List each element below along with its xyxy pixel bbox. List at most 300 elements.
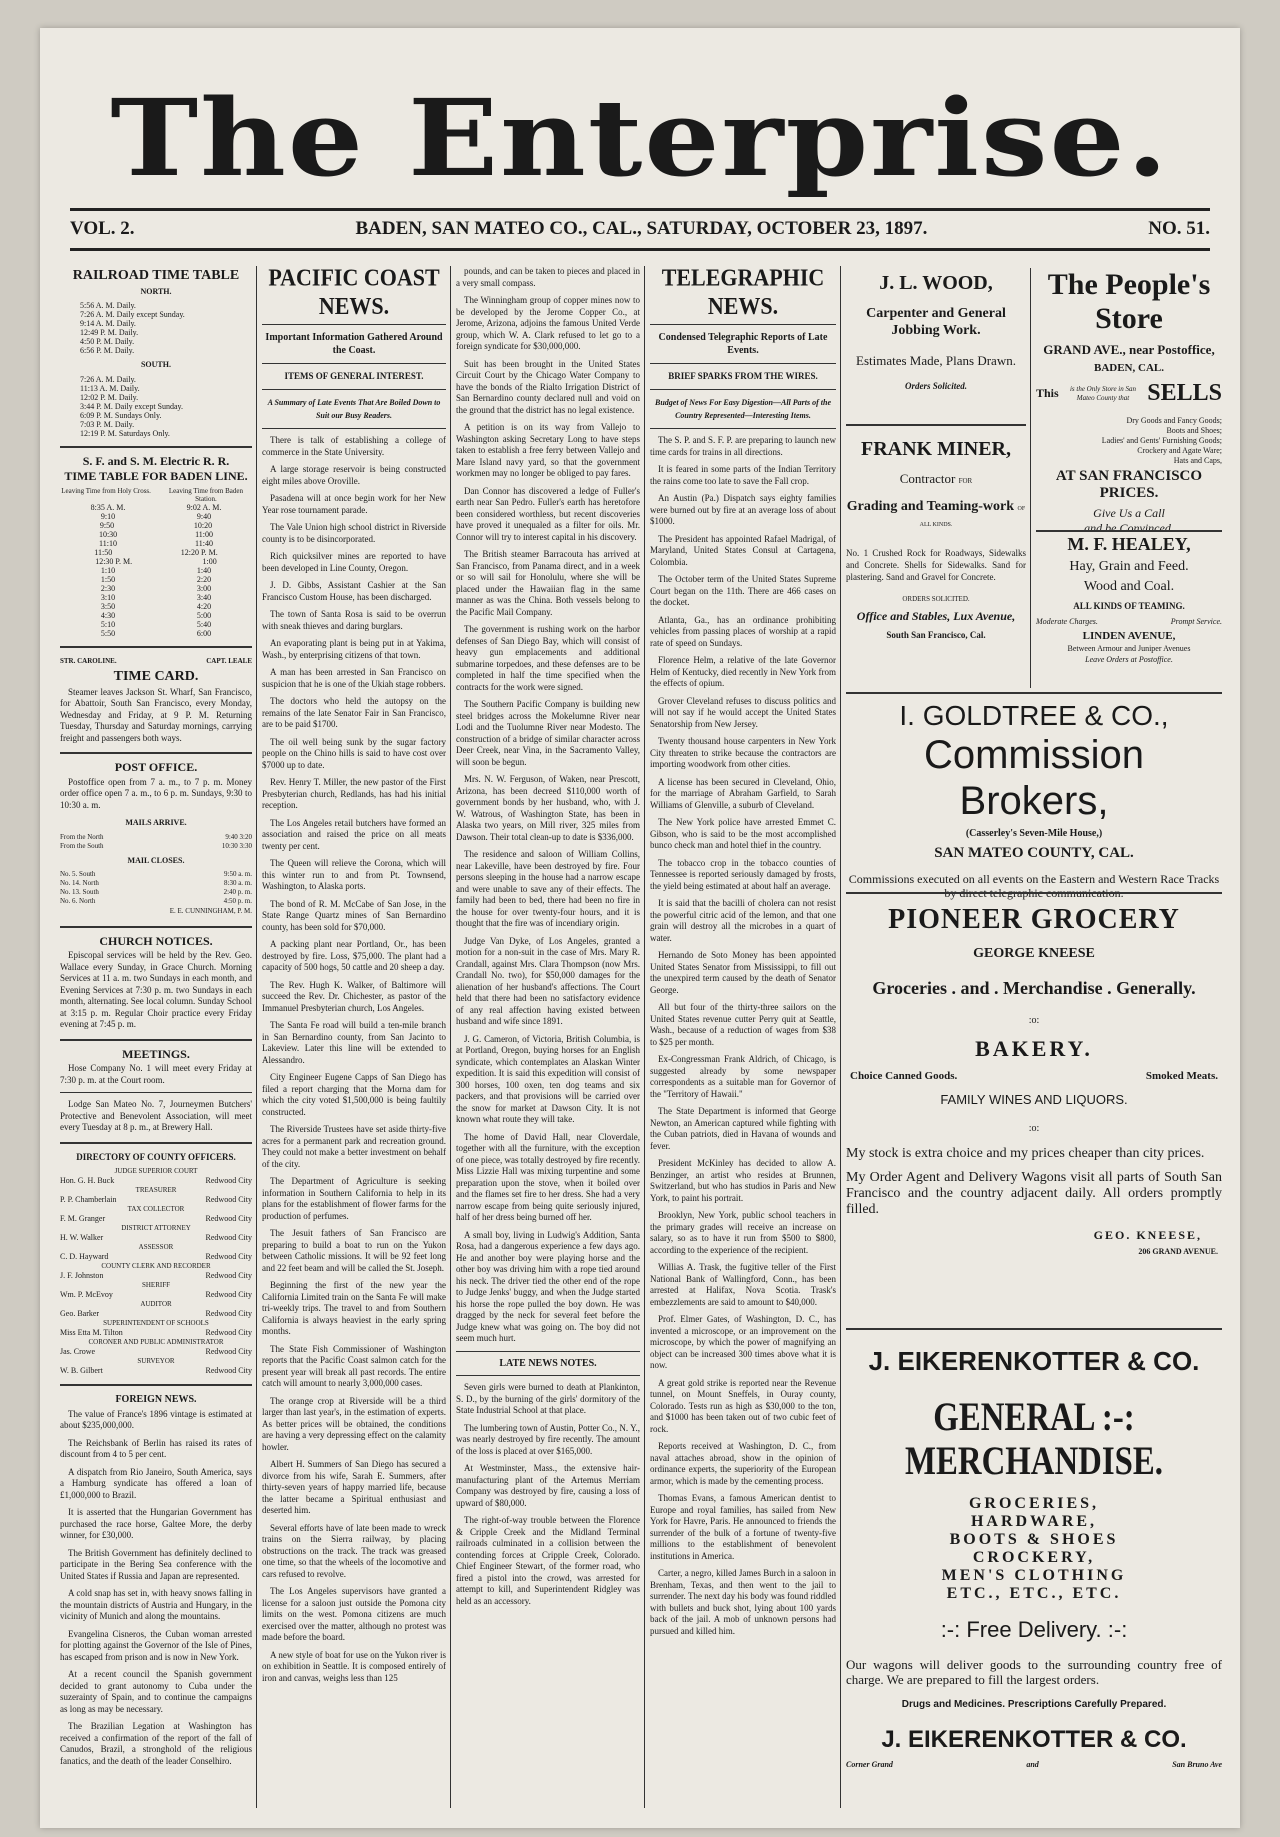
officer-row	[60, 1347, 252, 1357]
news-paragraph: pounds, and can be taken to pieces and placed in a very small compass.	[456, 266, 640, 288]
news-paragraph: A dispatch from Rio Janeiro, South America, says a Hamburg syndicate has offered a loan of £1,000,000 to Brazil.	[60, 1466, 252, 1500]
mail-time: 4:50 p. m.	[223, 897, 252, 905]
pioneer-line-5: FAMILY WINES AND LIQUORS.	[940, 1092, 1128, 1107]
news-paragraph: An Austin (Pa.) Dispatch says eighty families were burned out by fire at an average loss of about $1000.	[650, 493, 836, 526]
north-label: NORTH.	[140, 286, 172, 296]
peoples-name: The People's Store	[1047, 268, 1211, 335]
officer-title: ASSESSOR	[138, 1243, 174, 1251]
goldtree-line-1: Commission Brokers,	[923, 733, 1145, 823]
news-paragraph: The Southern Pacific Company is building new steel bridges across the Mokelumne River near Lodi and the Tuolumne River near Modesto. The construction of a bridge of similar character across Deer Creek, near Vina, in the Sacramento Valley, will soon be begun.	[456, 699, 640, 767]
baden-time-baden: 1:40	[196, 565, 212, 575]
news-paragraph: The State Department is informed that George Newton, an American captured while fighting with the Cuban patriots, died in Havana of wounds and fever.	[650, 1106, 836, 1151]
pioneer-line-4b: Smoked Meats.	[1145, 1070, 1218, 1082]
officer-name: Geo. Barker	[60, 1309, 100, 1318]
officer-place: Redwood City	[205, 1271, 252, 1280]
wood-name: J. L. WOOD,	[879, 272, 993, 294]
news-paragraph: A cold snap has set in, with heavy snows falling in the mountain districts of Austria and Hungary, in the vicinity of Munich and along the mountains.	[60, 1588, 252, 1621]
baden-time-holy-cross: 5:10	[100, 619, 116, 629]
officer-row	[60, 1176, 252, 1186]
baden-row	[60, 611, 252, 620]
news-paragraph: A petition is on its way from Vallejo to Washington asking Secretary Long to have steps taken to establish a free ferry between Vallejo and Mare Island navy yard, so that the government workmen may no longer be obliged to pay fares.	[456, 422, 640, 478]
baden-time-baden: 1:00	[202, 556, 217, 566]
news-paragraph: Rev. Henry T. Miller, the new pastor of the First Presbyterian church, Redlands, has had his initial reception.	[262, 777, 446, 810]
baden-time-baden: 3:40	[196, 592, 212, 602]
miner-line-1-small: FOR	[958, 477, 973, 485]
news-paragraph: All but four of the thirty-three sailors on the United States revenue cutter Perry quit at Seattle, Wash., because of a reduction of wages from $38 to $25 per month.	[650, 1002, 836, 1047]
mail-time: 8:30 a. m.	[224, 879, 252, 887]
mail-arrive-row	[60, 842, 252, 851]
peoples-line-1: GRAND AVE., near Postoffice,	[1043, 342, 1215, 357]
train-time-south: 6:09 P. M. Sundays Only.	[80, 410, 162, 420]
mail-close-row	[60, 879, 252, 888]
baden-row	[60, 629, 252, 638]
baden-time-baden: 12:20 P. M.	[180, 547, 218, 557]
miner-name: FRANK MINER,	[861, 438, 1011, 460]
baden-time-baden: 11:00	[195, 529, 214, 539]
pioneer-name: PIONEER GROCERY	[888, 904, 1180, 935]
mails-close-table	[60, 870, 252, 906]
news-paragraph: The Queen will relieve the Corona, which will this winter run to and from Pt. Townsend, Washington, to Alaska ports.	[262, 858, 446, 891]
news-paragraph: Willias A. Trask, the fugitive teller of the First National Bank of Wallingford, Conn., has been arrested at Halifax, Nova Scotia. Trask's embezzlements are said to amount to $40,000.	[650, 1262, 836, 1307]
news-paragraph: Grover Cleveland refuses to discuss politics and will not say if he would accept the United States Senatorship from New Jersey.	[650, 695, 836, 729]
news-paragraph: Rich quicksilver mines are reported to have been developed in Line County, Oregon.	[262, 551, 446, 573]
healey-line-4b: Prompt Service.	[1170, 617, 1222, 626]
officer-title: TREASURER	[135, 1186, 177, 1194]
news-paragraph: The New York police have arrested Emmet C. Gibson, who is said to be the most accomplished bunco check man and hotel thief in the country.	[650, 817, 836, 850]
pacific-sub-2: ITEMS OF GENERAL INTEREST.	[284, 371, 424, 381]
electric-title: S. F. and S. M. Electric R. R.	[82, 453, 230, 468]
column-pacific-coast	[262, 263, 446, 1808]
news-paragraph: Prof. Elmer Gates, of Washington, D. C., has invented a microscope, or an improvement on the microscope, by which the power of magnifying an object can be increased 300 times above what it is now.	[650, 1314, 836, 1370]
news-paragraph: The State Fish Commissioner of Washington reports that the Pacific Coast salmon catch for the present year will break all past records. The entire catch will amount to nearly 3,000,000 cases.	[262, 1343, 446, 1388]
officer-row	[60, 1309, 252, 1319]
telegraphic-sub-3: Budget of News For Easy Digestion—All Parts of the Country Represented—Interesting Items.	[654, 398, 831, 420]
baden-time-baden: 5:00	[196, 610, 212, 620]
healey-line-3: ALL KINDS OF TEAMING.	[1073, 601, 1185, 611]
news-paragraph: J. G. Cameron, of Victoria, British Columbia, is at Portland, Oregon, buying horses for an English syndicate, which contemplates an Alaskan Winter expedition. It is said this expedition will consist of 300 horses, 100 oxen, ten dog teams and six packers, and that provisions will be carried over the snow for market at Dawson City. It is not known what route they will take.	[456, 1033, 640, 1124]
pacific-title: PACIFIC COAST NEWS.	[268, 263, 440, 320]
officer-place: Redwood City	[205, 1309, 252, 1318]
train-time-south: 12:19 P. M. Saturdays Only.	[80, 428, 170, 438]
officer-name: Hon. G. H. Buck	[60, 1176, 115, 1185]
peoples-line-3a: This	[1036, 386, 1059, 400]
baden-row	[60, 530, 252, 539]
column-directory	[60, 266, 252, 1808]
train-time-north: 5:56 A. M. Daily.	[80, 301, 136, 310]
mail-times: 9:40 3:20	[225, 832, 252, 841]
masthead-rule-top	[70, 208, 1210, 211]
news-paragraph: The Los Angeles supervisors have granted a license for a saloon just outside the Pomona city limits on the west. Pomona citizens are much exercised over the matter, although no protest was made before the board.	[262, 1586, 446, 1642]
news-paragraph: President McKinley has decided to allow A. Benzinger, an artist who resides at Brunnen, Switzerland, but who has studios in Paris and New York, to paint his portrait.	[650, 1158, 836, 1203]
news-paragraph: At Westminster, Mass., the extensive hair-manufacturing plant of the Artemus Merriam Company was destroyed by fire, causing a loss of upward of $80,000.	[456, 1463, 640, 1508]
news-paragraph: The home of David Hall, near Cloverdale, together with all the furniture, with the exception of one piece, was totally destroyed by fire recently. Miss Lizzie Hall was mixing turpentine and some preparation upon the stove, when it boiled over and the flames set fire to her dress. She had a very narrow escape from being quite seriously injured, half of her dress being burned off her.	[456, 1131, 640, 1222]
news-paragraph: The value of France's 1896 vintage is estimated at about $235,000,000.	[60, 1408, 252, 1430]
mails-close-title: MAIL CLOSES.	[127, 855, 185, 865]
officer-row	[60, 1290, 252, 1300]
news-paragraph: Florence Helm, a relative of the late Governor Helm of Kentucky, died recently in New York from the effects of opium.	[650, 655, 836, 688]
pioneer-line-3: BAKERY.	[975, 1036, 1093, 1061]
officer-title: COUNTY CLERK AND RECORDER	[101, 1262, 211, 1270]
pioneer-line-6: My stock is extra choice and my prices cheaper than city prices.	[846, 1146, 1205, 1161]
officer-row	[60, 1195, 252, 1205]
baden-time-baden: 5:40	[196, 619, 212, 629]
news-paragraph: Judge Van Dyke, of Los Angeles, granted a motion for a non-suit in the case of Mrs. Mary R. Crandall, against Mrs. Clara Thompson (now Mrs. Crandall No. two), for $50,000 damages for the alienation of her husband's affections. The Court held that there had been no satisfactory evidence of any real affection having existed between husband and wife since 1891.	[456, 935, 640, 1026]
baden-time-holy-cross: 2:30	[100, 583, 116, 593]
timecard-title: TIME CARD.	[113, 669, 199, 684]
meetings-text-1: Hose Company No. 1 will meet every Friday at 7:30 p. m. at the Court room.	[60, 1063, 252, 1085]
miner-line-4: ORDERS SOLICITED.	[902, 595, 970, 603]
pacific-sub-3: A Summary of Late Events That Are Boiled Down to Suit our Busy Readers.	[267, 398, 441, 420]
goldtree-line-4: Commissions executed on all events on the Eastern and Western Race Tracks by direct telegraphic communication.	[848, 872, 1220, 900]
baden-time-baden: 3:00	[196, 583, 212, 593]
miner-line-2-small: OF ALL KINDS.	[919, 506, 1026, 528]
officer-name: P. P. Chamberlain	[60, 1195, 117, 1204]
news-paragraph: The British Government has definitely declined to participate in the Bering Sea conference with the United States if Russia and Japan are represented.	[60, 1547, 252, 1581]
news-paragraph: Ex-Congressman Frank Aldrich, of Chicago, is suggested already by some newspaper correspondents as a suitable man for Governor of the "Territory of Hawaii."	[650, 1054, 836, 1099]
miner-line-6: South San Francisco, Cal.	[886, 630, 986, 640]
news-paragraph: A small boy, living in Ludwig's Addition, Santa Rosa, had a dangerous experience a few days ago. He and another boy were playing horse and the other boy was driving him with a rope tied around his neck. The driver tied the other end of the rope to Judge Jenks' buggy, and when the Judge started his horse the rope pulled the boy down. He was dragged by the neck for several feet before the Judge knew what was going on. The boy did not seem much hurt.	[456, 1229, 640, 1343]
news-paragraph: Thomas Evans, a famous American dentist to Europe and royal families, has sailed from New York for Havre, Paris. He announced to friends the surrender of the bulk of a fortune of twenty-five millions to the establishment of benevolent institutions in America.	[650, 1493, 836, 1561]
baden-row	[60, 620, 252, 629]
volume-number: VOL. 2.	[70, 218, 135, 239]
pioneer-line-4a: Choice Canned Goods.	[850, 1070, 958, 1082]
news-paragraph: There is talk of establishing a college of commerce in the State University.	[262, 435, 446, 457]
mails-arrive-table	[60, 833, 252, 851]
baden-row	[60, 503, 252, 512]
news-paragraph: Dan Connor has discovered a ledge of Fuller's earth near San Pedro. Fuller's earth has heretofore been considered worthless, but recent discoveries have proved it unequaled as a filter for oils. Mr. Connor will try to interest capital in his discovery.	[456, 485, 640, 542]
baden-row	[60, 557, 252, 566]
baden-head-right: Leaving Time from Baden Station.	[168, 486, 243, 503]
train-time-south: 7:03 P. M. Daily.	[80, 419, 135, 429]
pioneer-line-9: 206 GRAND AVENUE.	[1138, 1247, 1218, 1256]
meetings-title: MEETINGS.	[122, 1046, 190, 1061]
ad-pioneer-grocery	[846, 898, 1222, 1318]
officer-name: Wm. P. McEvoy	[60, 1290, 113, 1299]
officer-title: JUDGE SUPERIOR COURT	[114, 1167, 198, 1175]
healey-line-7: Leave Orders at Postoffice.	[1085, 655, 1173, 664]
ad-frank-miner	[846, 428, 1026, 678]
baden-time-baden: 9:40	[196, 511, 212, 521]
mail-origin: From the North	[60, 832, 104, 841]
baden-time-holy-cross: 11:50	[94, 547, 113, 557]
peoples-line-5: Give Us a Call	[1093, 506, 1165, 520]
eiken-goods-list	[846, 1495, 1222, 1603]
baden-time-holy-cross: 10:30	[98, 529, 118, 539]
eiken-line-1: GENERAL :-: MERCHANDISE.	[905, 1394, 1163, 1483]
baden-time-holy-cross: 9:50	[99, 520, 115, 530]
news-paragraph: Several efforts have of late been made to wreck trains on the Sierra railway, by placing obstructions on the track. The track was greased one time, so that the wheels of the locomotive and cars refused to revolve.	[262, 1522, 446, 1579]
baden-row	[60, 593, 252, 602]
mails-arrive-title: MAILS ARRIVE.	[125, 818, 187, 827]
ad-mf-healey	[1036, 534, 1222, 684]
masthead-rule-bottom	[70, 248, 1210, 251]
news-paragraph: A license has been secured in Cleveland, Ohio, for the marriage of Abraham Garfield, to Sarah Williams of Glenville, a suburb of Cleveland.	[650, 776, 836, 810]
ad-jl-wood	[846, 268, 1026, 418]
pioneer-line-2: Groceries . and . Merchandise . Generally.	[872, 978, 1196, 998]
baden-time-holy-cross: 4:30	[100, 610, 116, 620]
ad-peoples-store	[1036, 268, 1222, 418]
telegraphic-title: TELEGRAPHIC NEWS.	[661, 263, 825, 320]
news-paragraph: The Vale Union high school district in Riverside county is to be disincorporated.	[262, 522, 446, 544]
news-paragraph: The lumbering town of Austin, Potter Co., N. Y., was nearly destroyed by fire recently. The amount of the loss is placed at over $165,000.	[456, 1422, 640, 1456]
train-time-south: 3:44 P. M. Daily except Sunday.	[80, 401, 184, 411]
officer-name: J. F. Johnston	[60, 1271, 104, 1280]
eiken-line-6a: Corner Grand	[846, 1760, 893, 1769]
officer-name: W. B. Gilbert	[60, 1366, 103, 1375]
news-paragraph: The town of Santa Rosa is said to be overrun with sneak thieves and daring burglars.	[262, 609, 446, 631]
mail-arrive-row	[60, 833, 252, 842]
healey-line-5: LINDEN AVENUE,	[1082, 630, 1176, 642]
postoffice-text: Postoffice open from 7 a. m., to 7 p. m. Money order office open 7 a. m., to 6 p. m. Sundays, 9:30 to 10:30 a. m.	[60, 776, 252, 810]
goldtree-line-3: SAN MATEO COUNTY, CAL.	[934, 845, 1134, 861]
pioneer-line-1: GEORGE KNEESE	[973, 946, 1095, 961]
news-paragraph: J. D. Gibbs, Assistant Cashier at the San Francisco Custom House, has been discharged.	[262, 580, 446, 602]
news-paragraph: It is feared in some parts of the Indian Territory the rains come too late to save the Fall crop.	[650, 464, 836, 486]
officer-row	[60, 1233, 252, 1243]
officer-title: SHERIFF	[141, 1281, 170, 1289]
ad-goldtree	[846, 700, 1222, 900]
baden-row	[60, 602, 252, 611]
baden-timetable	[60, 503, 252, 638]
eiken-goods-item: GROCERIES,	[968, 1495, 1100, 1512]
baden-row	[60, 512, 252, 521]
column-telegraphic	[650, 263, 836, 1808]
baden-time-holy-cross: 3:10	[100, 592, 116, 602]
news-paragraph: Atlanta, Ga., has an ordinance prohibiting vehicles from passing places of worship at a rapid rate of speed on Sundays.	[650, 614, 836, 648]
mail-origin: From the South	[60, 841, 104, 850]
officer-place: Redwood City	[205, 1290, 252, 1299]
baden-time-baden: 6:00	[196, 628, 212, 638]
news-paragraph: The tobacco crop in the tobacco counties of Tennessee is reported seriously damaged by frosts, the yield being estimated at about half an average.	[650, 857, 836, 891]
officer-name: H. W. Walker	[60, 1233, 104, 1242]
mail-time: 2:40 p. m.	[223, 888, 252, 896]
mail-times: 10:30 3:30	[221, 841, 252, 850]
officer-row	[60, 1252, 252, 1262]
healey-line-2: Wood and Coal.	[1083, 579, 1175, 594]
late-news-body	[456, 1382, 640, 1607]
news-paragraph: Seven girls were burned to death at Plankinton, S. D., by the burning of the girls' dormitory of the State Industrial School at that place.	[456, 1382, 640, 1415]
news-paragraph: The residence and saloon of William Collins, near Lakeville, have been destroyed by fire. Four persons sleeping in the house had a narrow escape and were unable to save any of their effects. The family had been to bed, there had been no fire in the house for over twenty-four hours, and it is thought that the fire was of incendiary origin.	[456, 849, 640, 928]
news-paragraph: A great gold strike is reported near the Revenue tunnel, on Mount Sneffels, in Ouray county, Colorado. Tests run as high as $30,000 to the ton, and $1000 has been taken out of two cubic feet of rock.	[650, 1377, 836, 1434]
officers-list	[60, 1167, 252, 1376]
wood-line-3: Orders Solicited.	[905, 381, 967, 391]
newspaper-page	[40, 28, 1240, 1828]
train-time-north: 4:50 P. M. Daily.	[80, 337, 135, 346]
officer-place: Redwood City	[205, 1347, 252, 1356]
news-paragraph: An evaporating plant is being put in at Yakima, Wash., by enterprising citizens of that town.	[262, 638, 446, 660]
baden-time-baden: 11:40	[195, 538, 213, 548]
news-paragraph: Pasadena will at once begin work for her New Year rose tournament parade.	[262, 493, 446, 515]
eiken-goods-item: ETC., ETC., ETC.	[946, 1585, 1122, 1602]
eiken-line-4: Drugs and Medicines. Prescriptions Carefully Prepared.	[901, 1699, 1167, 1710]
dateline	[70, 214, 1210, 244]
baden-time-baden: 2:20	[196, 574, 212, 584]
telegraphic-sub-2: BRIEF SPARKS FROM THE WIRES.	[668, 371, 818, 381]
news-paragraph: Mrs. N. W. Ferguson, of Waken, near Prescott, Arizona, has been decreed $110,000 worth of government bonds by her husband, who, with J. W. Watrous, of Washington State, has been in Alaska two years, on Mill river, 325 miles from Dawson. Their total clean-up to date is $336,000.	[456, 774, 640, 842]
officer-name: C. D. Hayward	[60, 1252, 109, 1261]
news-paragraph: The Santa Fe road will build a ten-mile branch in San Bernardino county, from San Jacinto to Lakeview. Later this line will be extended to Alessandro.	[262, 1020, 446, 1065]
pacific-news-body	[262, 435, 446, 1684]
railroad-title: RAILROAD TIME TABLE	[72, 268, 240, 283]
mail-train: No. 14. North	[60, 879, 99, 887]
healey-line-4a: Moderate Charges.	[1036, 617, 1098, 626]
news-paragraph: Twenty thousand house carpenters in New York City threaten to strike because the contractors are importing woodwork from other cities.	[650, 736, 836, 769]
eiken-name: J. EIKERENKOTTER & CO.	[868, 1346, 1200, 1376]
eiken-line-3: Our wagons will deliver goods to the surrounding country free of charge. We are prepared to fill the largest orders.	[846, 1657, 1222, 1687]
news-paragraph: The Riverside Trustees have set aside thirty-five acres for a permanent park and recreation ground. They could not make a better investment on behalf of the city.	[262, 1124, 446, 1169]
officer-row	[60, 1214, 252, 1224]
mail-train: No. 6. North	[60, 897, 96, 905]
officer-title: TAX COLLECTOR	[127, 1205, 185, 1213]
news-paragraph: Albert H. Summers of San Diego has secured a divorce from his wife, Sarah E. Summers, after thirty-seven years of happy married life, because the latter became a Spiritual enthusiast and deserted him.	[262, 1459, 446, 1515]
mail-train: No. 13. South	[60, 888, 99, 896]
officer-place: Redwood City	[205, 1195, 252, 1204]
news-paragraph: Suit has been brought in the United States Circuit Court by the Chicago Water Company to have the bonds of the Rialto Irrigation District of San Bernardino county declared null and void on the ground that the district has no legal existence.	[456, 358, 640, 415]
telegraphic-news-body	[650, 435, 836, 1637]
baden-time-baden: 9:02 A. M.	[186, 502, 222, 512]
eiken-line-6c: San Bruno Ave	[1172, 1760, 1222, 1769]
peoples-line-2: BADEN, CAL.	[1094, 362, 1164, 374]
train-time-north: 9:14 A. M. Daily.	[80, 319, 136, 328]
news-paragraph: The oil well being sunk by the sugar factory people on the Chino hills is said to have cost over $7000 up to date.	[262, 736, 446, 770]
train-time-south: 12:02 P. M. Daily.	[80, 392, 139, 402]
officer-place: Redwood City	[205, 1214, 252, 1223]
news-paragraph: The S. P. and S. F. P. are preparing to launch new time cards for trains in all directions.	[650, 435, 836, 457]
eiken-goods-item: MEN'S CLOTHING	[941, 1567, 1127, 1584]
church-text: Episcopal services will be held by the Rev. Geo. Wallace every Sunday, in Grace Church. Morning Services at 11 a. m. two Sundays in each month, and Evening Services at 7:30 p. m. two Sundays in each month, alternating. See local column. Sunday School at 3:15 p. m. Regular Choir practice every Friday evening at 7:45 p. m.	[60, 950, 252, 1029]
news-paragraph: Brooklyn, New York, public school teachers in the primary grades will receive an increase on salary, so as to have it run from $500 to $800, according to the experience of the recipient.	[650, 1210, 836, 1255]
directory-title: DIRECTORY OF COUNTY OFFICERS.	[76, 1151, 236, 1162]
baden-row	[60, 584, 252, 593]
news-paragraph: Carter, a negro, killed James Burch in a saloon in Brenham, Texas, and then went to the jail to surrender. The next day his body was found riddled with bullets and buck shot, lying about 100 yards back of the jail. A mob of unknown persons had pursued and killed him.	[650, 1568, 836, 1636]
wood-line-2: Estimates Made, Plans Drawn.	[856, 353, 1016, 368]
telegraphic-sub-1: Condensed Telegraphic Reports of Late Events.	[658, 332, 828, 356]
baden-time-holy-cross: 8:35 A. M.	[90, 502, 126, 512]
baden-row	[60, 566, 252, 575]
masthead-title: The Enterprise.	[110, 74, 1170, 201]
goldtree-line-2: (Casserley's Seven-Mile House,)	[965, 828, 1103, 839]
south-label: SOUTH.	[140, 360, 171, 369]
news-paragraph: The October term of the United States Supreme Court began on the 11th. There are 466 cases on the docket.	[650, 574, 836, 607]
news-paragraph: A man has been arrested in San Francisco on suspicion that he is one of the Ukiah stage robbers.	[262, 667, 446, 689]
news-paragraph: The government is rushing work on the harbor defenses of San Diego Bay, which will consist of heavy gun emplacements and additional submarine torpedoes, and these defenses are to be completed in half the time specified when the contracts for the work were signed.	[456, 624, 640, 692]
officer-row	[60, 1271, 252, 1281]
news-paragraph: It is said that the bacilli of cholera can not resist the powerful citric acid of the lemon, and that one grain will destroy all the microbes in a quart of water.	[650, 898, 836, 943]
peoples-items-list	[1036, 416, 1222, 466]
eiken-goods-item: BOOTS & SHOES	[949, 1531, 1119, 1548]
news-paragraph: The President has appointed Rafael Madrigal, of Maryland, United States Consul at Cartagena, Colombia.	[650, 533, 836, 567]
officer-title: AUDITOR	[140, 1300, 172, 1308]
ad-eikerenkotter	[846, 1336, 1222, 1826]
officer-row	[60, 1366, 252, 1376]
news-paragraph: The Rev. Hugh K. Walker, of Baltimore will succeed the Rev. Dr. Chichester, as pastor of the Immanuel Presbyterian church, Los Angeles.	[262, 979, 446, 1013]
place-and-date: BADEN, SAN MATEO CO., CAL., SATURDAY, OCTOBER 23, 1897.	[355, 218, 928, 239]
train-time-north: 7:26 A. M. Daily except Sunday.	[80, 310, 185, 319]
news-paragraph: The Winningham group of copper mines now to be developed by the Jerome Copper Co., at Jerome, Arizona, adjoins the famous United Verde group, which W. A. Clark refused to let go to a foreign syndicate for $30,000,000.	[456, 295, 640, 351]
wood-line-1: Carpenter and General Jobbing Work.	[866, 306, 1006, 338]
baden-row	[60, 521, 252, 530]
pioneer-line-7: My Order Agent and Delivery Wagons visit all parts of South San Francisco and the country adjacent daily. All orders promptly filled.	[846, 1170, 1222, 1217]
officer-title: SURVEYOR	[137, 1357, 175, 1365]
pioneer-divider-2: :o:	[1028, 1123, 1040, 1134]
foreign-news-title: FOREIGN NEWS.	[115, 1394, 197, 1405]
mail-time: 9:50 a. m.	[224, 870, 252, 878]
steamer-captain: CAPT. LEALE	[206, 656, 252, 665]
eiken-line-5: J. EIKERENKOTTER & CO.	[881, 1726, 1187, 1753]
officer-title: DISTRICT ATTORNEY	[121, 1224, 191, 1232]
peoples-item: Ladies' and Gents' Furnishing Goods;	[1101, 436, 1222, 445]
postmaster: E. E. CUNNINGHAM, P. M.	[169, 907, 252, 915]
baden-line-title: TIME TABLE FOR BADEN LINE.	[64, 469, 248, 483]
baden-time-holy-cross: 1:50	[100, 574, 116, 584]
news-continued-body	[456, 266, 640, 1345]
healey-line-6: Between Armour and Juniper Avenues	[1067, 644, 1191, 653]
officer-row	[60, 1328, 252, 1338]
news-paragraph: The Los Angeles retail butchers have formed an association and raised the price on all meats twenty per cent.	[262, 817, 446, 851]
officer-title: CORONER AND PUBLIC ADMINISTRATOR	[88, 1338, 224, 1346]
news-paragraph: It is asserted that the Hungarian Government has purchased the race horse, Galtee More, the derby winner, for £30,000.	[60, 1507, 252, 1540]
news-paragraph: The bond of R. M. McCabe of San Jose, in the State Range Quartz mines of San Bernardino county, has been sold for $70,000.	[262, 898, 446, 932]
officer-place: Redwood City	[205, 1233, 252, 1242]
baden-time-baden: 4:20	[196, 601, 212, 611]
baden-head-left: Leaving Time from Holy Cross.	[61, 486, 151, 495]
issue-number: NO. 51.	[1148, 218, 1210, 239]
postoffice-title: POST OFFICE.	[114, 760, 198, 774]
north-times	[60, 301, 252, 355]
news-paragraph: Beginning the first of the new year the California Limited train on the Santa Fe will make tri-weekly trips. The travel to and from Southern California is always heaviest in the early spring months.	[262, 1280, 446, 1336]
officer-title: SUPERINTENDENT OF SCHOOLS	[103, 1319, 209, 1327]
ad-peoples-footer	[1036, 468, 1222, 538]
news-paragraph: A new style of boat for use on the Yukon river is on exhibition in Seattle. It is composed entirely of iron and canvas, weighs less than 125	[262, 1649, 446, 1683]
mail-train: No. 5. South	[60, 870, 96, 878]
late-news-title: LATE NEWS NOTES.	[499, 1357, 597, 1369]
peoples-line-3b: is the Only Store in San Mateo County that	[1069, 384, 1136, 402]
news-paragraph: The doctors who held the autopsy on the remains of the late Senator Fair in San Francisco, are to be paid $1700.	[262, 696, 446, 729]
news-paragraph: The British steamer Barracouta has arrived at San Francisco, from Panama direct, and in a week or so will sail for Honolulu, where she will be placed under the Hawaiian flag in the same manner as was the China. Both vessels belong to the Pacific Mail Company.	[456, 549, 640, 617]
train-time-north: 6:56 P. M. Daily.	[80, 346, 135, 355]
officer-place: Redwood City	[205, 1328, 252, 1337]
church-title: CHURCH NOTICES.	[99, 933, 213, 948]
south-times	[60, 375, 252, 438]
meetings-text-2: Lodge San Mateo No. 7, Journeymen Butchers' Protective and Benevolent Association, will meet every Tuesday at 8 p. m., at Brewery Hall.	[60, 1099, 252, 1132]
foreign-news-body	[60, 1409, 252, 1768]
miner-line-3: No. 1 Crushed Rock for Roadways, Sidewalks and Concrete. Shells for Sidewalks. Sand for plastering. Sand and Gravel for Concrete.	[846, 548, 1026, 582]
news-paragraph: At a recent council the Spanish government decided to grant autonomy to Cuba under the suzerainty of Spain, and to continue the campaigns as long as may be necessary.	[60, 1669, 252, 1714]
peoples-line-3c: SELLS	[1147, 380, 1222, 406]
train-time-south: 7:26 A. M. Daily.	[80, 374, 136, 384]
baden-row	[60, 539, 252, 548]
peoples-item: Boots and Shoes;	[1166, 426, 1222, 435]
peoples-line-4: AT SAN FRANCISCO PRICES.	[1055, 468, 1203, 501]
pioneer-line-8: GEO. KNEESE,	[1093, 1228, 1202, 1242]
baden-row	[60, 548, 252, 557]
baden-time-holy-cross: 5:50	[100, 628, 116, 638]
miner-line-5: Office and Stables, Lux Avenue,	[856, 609, 1016, 623]
peoples-item: Dry Goods and Fancy Goods;	[1126, 416, 1222, 425]
baden-time-holy-cross: 3:50	[100, 601, 116, 611]
eiken-line-6b: and	[1026, 1760, 1039, 1769]
train-time-south: 11:13 A. M. Daily.	[80, 383, 140, 393]
goldtree-name: I. GOLDTREE & CO.,	[899, 700, 1169, 731]
news-paragraph: A large storage reservoir is being constructed eight miles above Oroville.	[262, 464, 446, 486]
news-paragraph: The Brazilian Legation at Washington has received a confirmation of the report of the fall of Canudos, Brazil, a stronghold of the religious fanatics, and the death of the leader Conselhiro.	[60, 1721, 252, 1766]
mail-close-row	[60, 897, 252, 906]
news-paragraph: Hernando de Soto Money has been appointed United States Senator from Mississippi, to fill out the unexpired term caused by the death of Senator George.	[650, 950, 836, 995]
peoples-item: Crockery and Agate Ware;	[1137, 446, 1222, 455]
peoples-item: Hats and Caps,	[1173, 456, 1222, 465]
baden-time-holy-cross: 11:10	[99, 538, 117, 548]
news-paragraph: The right-of-way trouble between the Florence & Cripple Creek and the Midland Terminal railroads culminated in a collision between the contending forces at Cripple Creek, Colorado. Chief Engineer Stewart, of the former road, who fired a pistol into the crowd, was arrested for attempt to kill, and Superintendent Ridgley was held as an accessory.	[456, 1515, 640, 1606]
